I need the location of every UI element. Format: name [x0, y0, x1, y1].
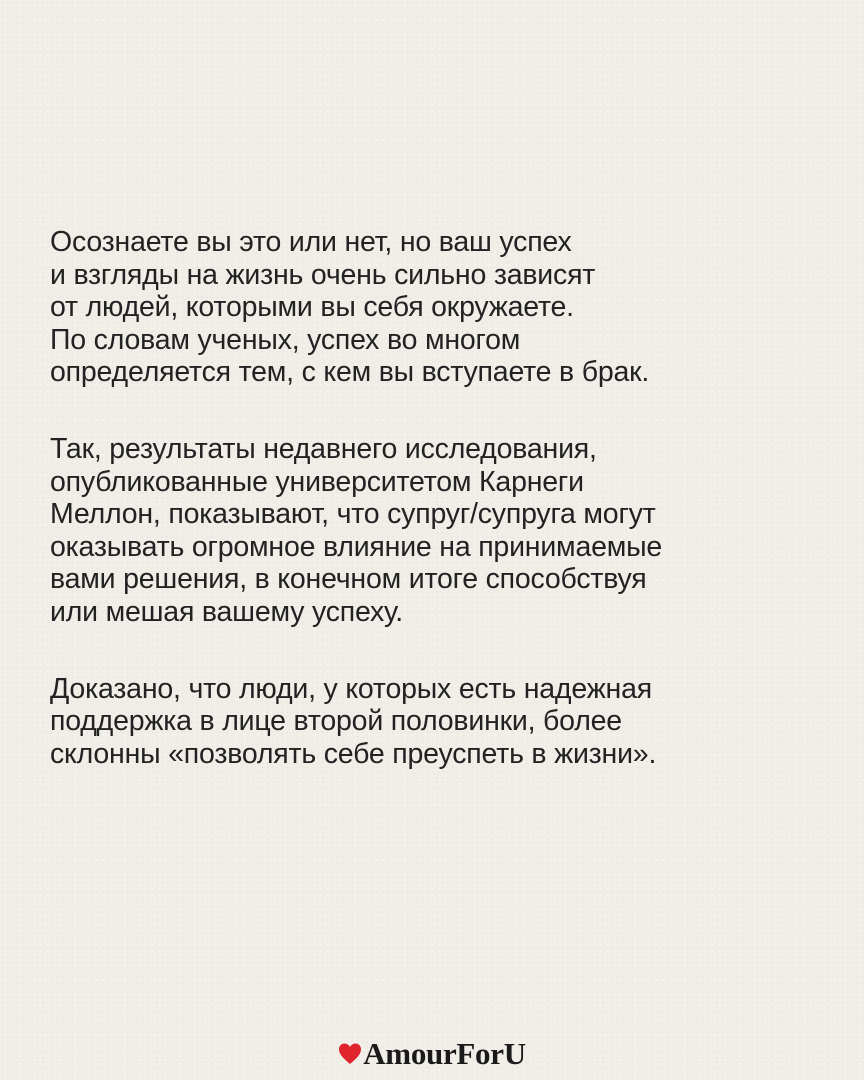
- text-line: поддержка в лице второй половинки, более: [50, 705, 622, 738]
- paragraph-2: [50, 433, 840, 629]
- paragraph-1: [50, 226, 840, 389]
- text-line: Так, результаты недавнего исследования,: [50, 432, 597, 465]
- text-line: Осознаете вы это или нет, но ваш успех: [50, 226, 572, 258]
- text-line: склонны «позволять себе преуспеть в жизни».: [50, 737, 657, 770]
- text-line: По словам ученых, успех во многом: [50, 323, 521, 356]
- text-line: Доказано, что люди, у которых есть надежная: [50, 672, 652, 705]
- paragraph-3: [50, 673, 840, 771]
- article-text: [50, 226, 840, 814]
- text-line: определяется тем, с кем вы вступаете в брак.: [50, 356, 650, 389]
- text-line: вами решения, в конечном итоге способствуя: [50, 563, 647, 596]
- brand-logo: [0, 1036, 864, 1072]
- brand-name: AmourForU: [363, 1036, 526, 1071]
- heart-icon: [338, 1042, 362, 1066]
- text-line: оказывать огромное влияние на принимаемые: [50, 530, 663, 563]
- text-line: и взгляды на жизнь очень сильно зависят: [50, 258, 596, 291]
- text-line: или мешая вашему успеху.: [50, 595, 403, 628]
- text-line: Меллон, показывают, что супруг/супруга могут: [50, 498, 656, 531]
- text-line: опубликованные университетом Карнеги: [50, 465, 584, 498]
- text-line: от людей, которыми вы себя окружаете.: [50, 291, 574, 324]
